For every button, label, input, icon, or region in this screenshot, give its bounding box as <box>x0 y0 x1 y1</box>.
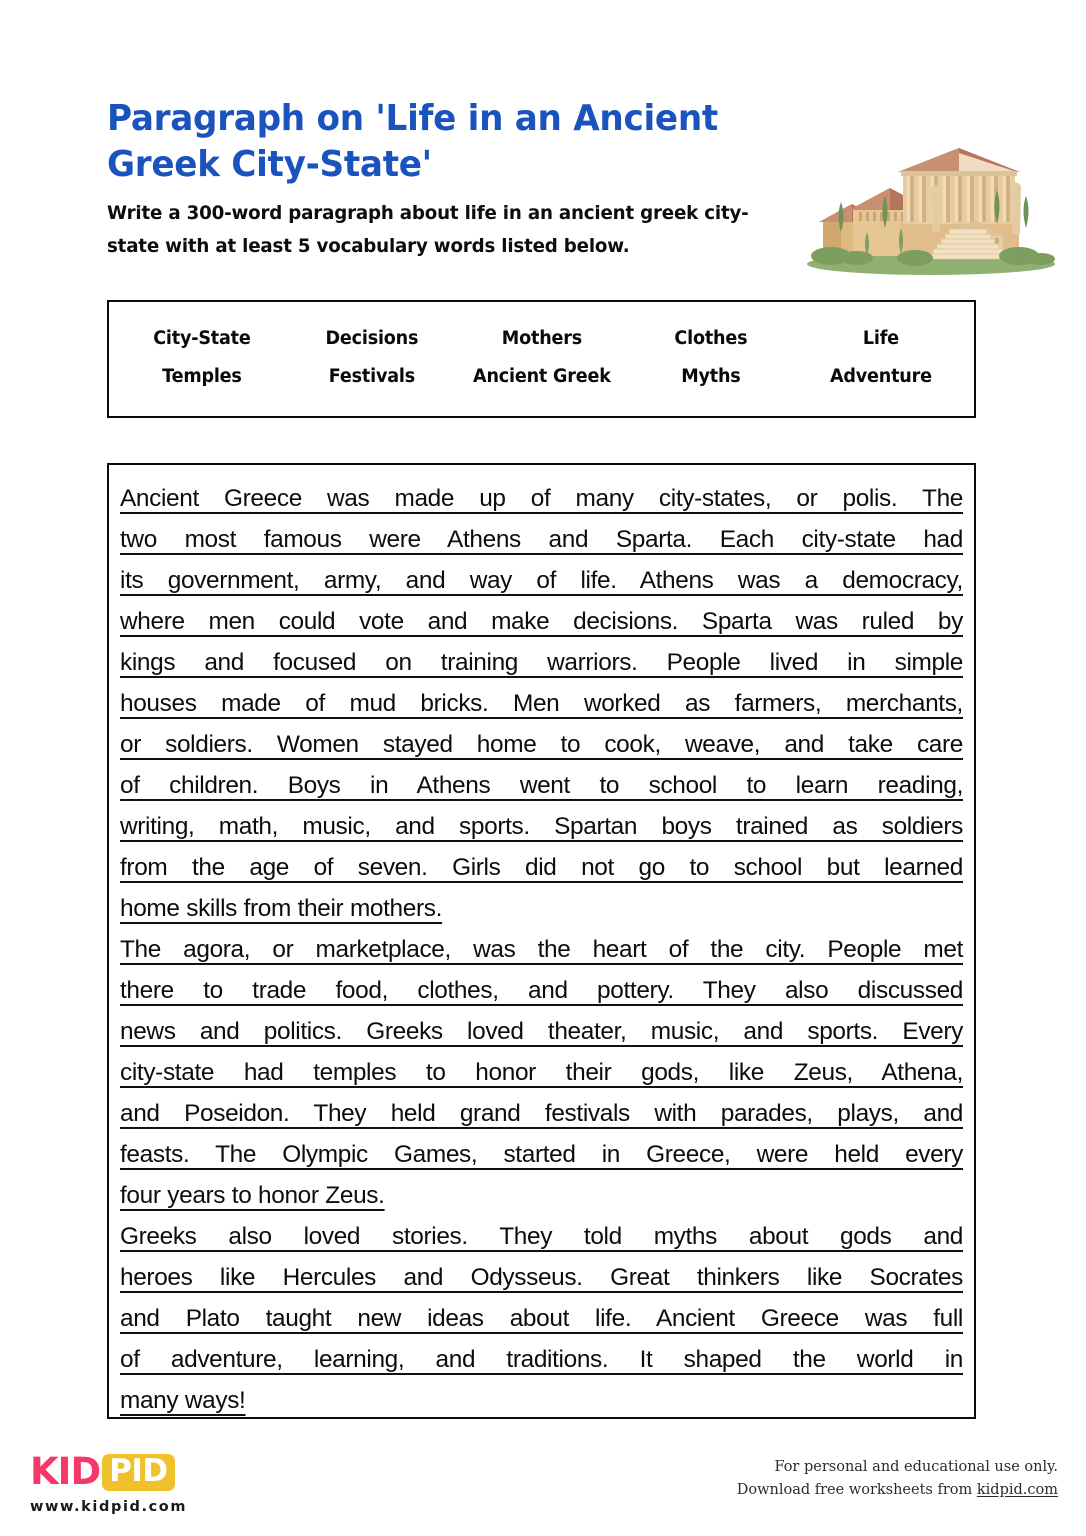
answer-line-text: heroes like Hercules and Odysseus. Great thinkers like Socrates <box>120 1264 963 1291</box>
answer-line-text: where men could vote and make decisions. Sparta was ruled by <box>120 608 963 635</box>
answer-line-text: there to trade food, clothes, and pottery. They also discussed <box>120 977 963 1004</box>
answer-line-text: and Plato taught new ideas about life. Ancient Greece was full <box>120 1305 963 1332</box>
answer-line-text: of adventure, learning, and traditions. It shaped the world in <box>120 1346 963 1373</box>
answer-line-text: from the age of seven. Girls did not go to school but learned <box>120 854 963 881</box>
footer-note-line-2 <box>737 1479 1058 1502</box>
answer-line <box>120 1093 963 1134</box>
answer-line <box>120 1380 963 1419</box>
answer-line-text: its government, army, and way of life. Athens was a democracy, <box>120 567 963 594</box>
answer-line <box>120 1216 963 1257</box>
vocabulary-word: Adventure <box>830 365 933 387</box>
answer-line <box>120 888 963 929</box>
answer-line <box>120 1257 963 1298</box>
answer-line-text: of children. Boys in Athens went to school to learn reading, <box>120 772 963 799</box>
answer-line-text: feasts. The Olympic Games, started in Greece, were held every <box>120 1141 963 1168</box>
logo-mark <box>30 1452 187 1492</box>
answer-line <box>120 1339 963 1380</box>
answer-line-text: The agora, or marketplace, was the heart of the city. People met <box>120 936 963 963</box>
answer-paragraph <box>120 478 963 929</box>
answer-line <box>120 560 963 601</box>
answer-line-text: houses made of mud bricks. Men worked as farmers, merchants, <box>120 690 963 717</box>
answer-line <box>120 806 963 847</box>
answer-line <box>120 642 963 683</box>
answer-line-text: or soldiers. Women stayed home to cook, weave, and take care <box>120 731 963 758</box>
answer-paragraph-text <box>120 478 963 1419</box>
vocabulary-row <box>117 366 966 387</box>
answer-line <box>120 724 963 765</box>
vocabulary-word: Temples <box>162 365 242 387</box>
vocabulary-word: Decisions <box>325 327 419 349</box>
answer-line-text: kings and focused on training warriors. People lived in simple <box>120 649 963 676</box>
kidpid-logo[interactable] <box>30 1452 187 1515</box>
answer-line <box>120 1298 963 1339</box>
page-footer <box>0 1448 1086 1536</box>
answer-line-text: writing, math, music, and sports. Spartan boys trained as soldiers <box>120 813 963 840</box>
answer-line <box>120 1011 963 1052</box>
answer-line-text: many ways! <box>120 1387 246 1414</box>
answer-writing-area[interactable] <box>107 463 976 1419</box>
vocabulary-word: Festivals <box>328 365 415 387</box>
footer-note-line-1: For personal and educational use only. <box>774 1459 1058 1475</box>
answer-line-text: and Poseidon. They held grand festivals with parades, plays, and <box>120 1100 963 1127</box>
answer-paragraph <box>120 929 963 1216</box>
kidpid-link[interactable]: kidpid.com <box>976 1482 1058 1498</box>
vocabulary-row <box>117 328 966 349</box>
answer-paragraph <box>120 1216 963 1419</box>
vocabulary-word: Life <box>863 327 900 349</box>
answer-line <box>120 847 963 888</box>
logo-website-url: www.kidpid.com <box>30 1499 188 1515</box>
logo-pid-text: PID <box>102 1454 175 1491</box>
answer-line-text: four years to honor Zeus. <box>120 1182 385 1209</box>
answer-line <box>120 1134 963 1175</box>
vocabulary-word: Clothes <box>674 327 748 349</box>
vocabulary-word: City-State <box>153 327 251 349</box>
answer-line-text: Ancient Greece was made up of many city-states, or polis. The <box>120 485 963 512</box>
answer-line <box>120 519 963 560</box>
answer-line <box>120 478 963 519</box>
answer-line <box>120 929 963 970</box>
instructions-text: Write a 300-word paragraph about life in an ancient greek city-state with at least 5 vocabulary words listed below. <box>107 202 749 257</box>
answer-line <box>120 970 963 1011</box>
answer-line-text: home skills from their mothers. <box>120 895 443 922</box>
vocabulary-word: Myths <box>681 365 741 387</box>
vocabulary-word: Ancient Greek <box>472 365 611 387</box>
answer-line-text: two most famous were Athens and Sparta. Each city-state had <box>120 526 963 553</box>
vocabulary-word-bank <box>107 300 976 418</box>
answer-line <box>120 601 963 642</box>
footer-note-prefix: Download free worksheets from <box>736 1482 977 1498</box>
answer-line-text: Greeks also loved stories. They told myths about gods and <box>120 1223 963 1250</box>
answer-line <box>120 1052 963 1093</box>
answer-line <box>120 1175 963 1216</box>
page-title: Paragraph on 'Life in an Ancient Greek City-State' <box>107 98 718 185</box>
vocabulary-word: Mothers <box>501 327 582 349</box>
answer-line-text: city-state had temples to honor their gods, like Zeus, Athena, <box>120 1059 963 1086</box>
answer-line-text: news and politics. Greeks loved theater, music, and sports. Every <box>120 1018 963 1045</box>
greek-temple-illustration <box>805 140 1057 275</box>
footer-usage-note <box>737 1456 1058 1502</box>
logo-kid-text: KID <box>30 1450 101 1493</box>
answer-line <box>120 683 963 724</box>
answer-line <box>120 765 963 806</box>
